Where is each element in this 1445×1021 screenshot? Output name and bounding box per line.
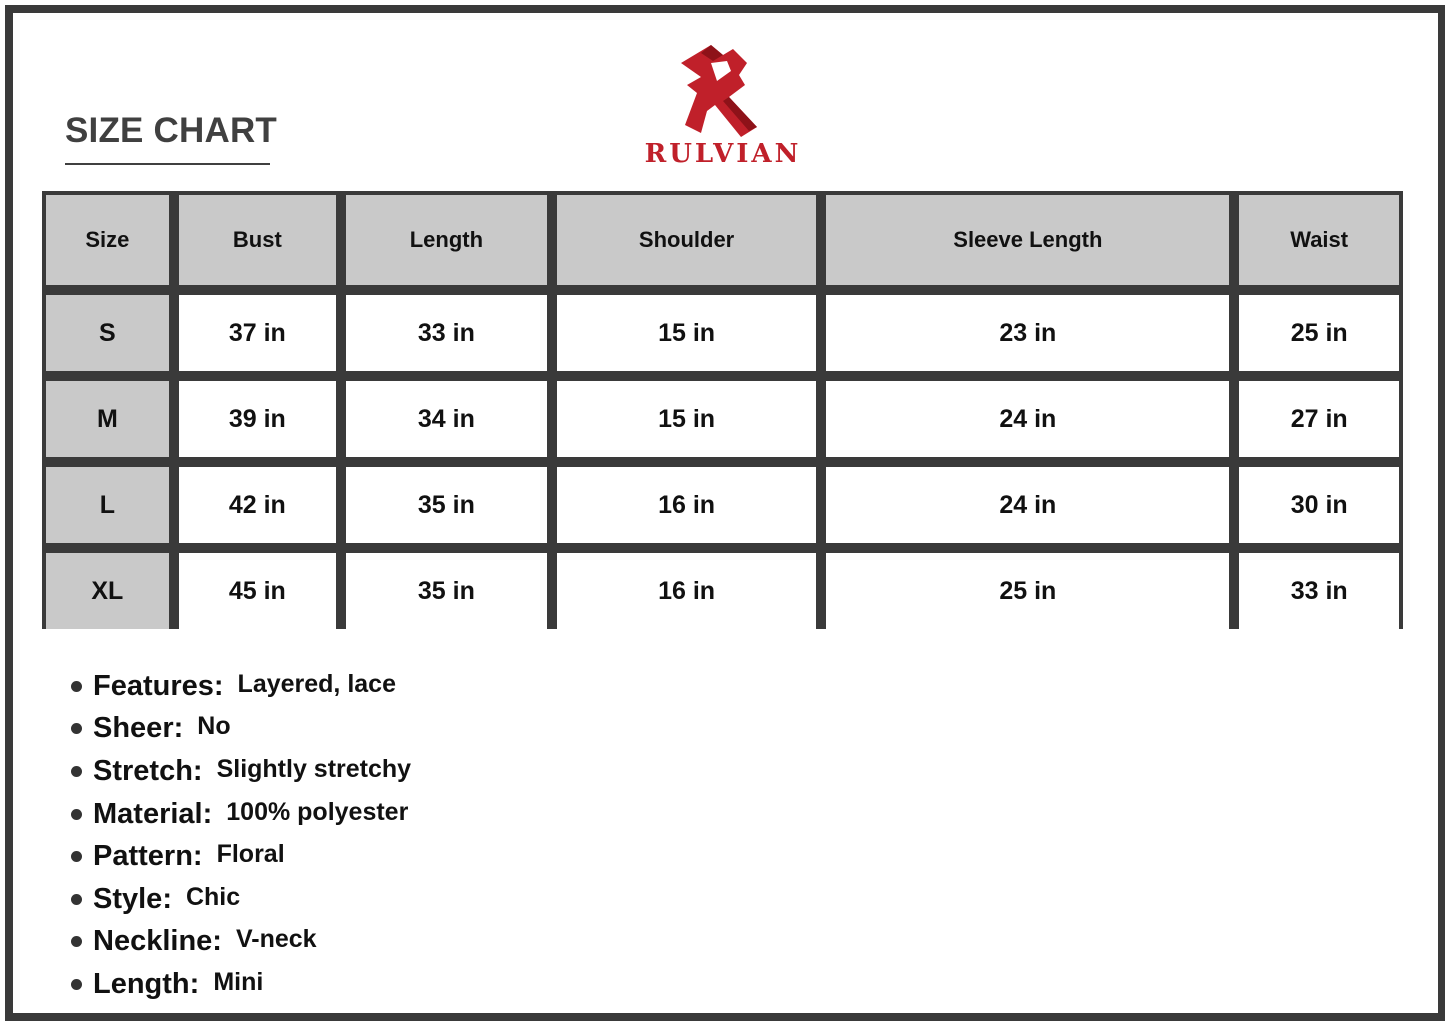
feature-value: Mini [213, 967, 264, 996]
list-item [71, 750, 411, 793]
feature-value: Floral [216, 840, 285, 869]
table-cell: 37 in [179, 295, 336, 371]
table-cell: 45 in [179, 553, 336, 629]
table-row [46, 467, 1399, 543]
feature-label: Pattern: [93, 840, 203, 873]
size-table [36, 185, 1409, 639]
column-header: Length [346, 195, 547, 285]
table-cell: 23 in [826, 295, 1229, 371]
column-header: Shoulder [557, 195, 817, 285]
feature-value: Slightly stretchy [216, 754, 412, 783]
rulvian-r-logo-icon [673, 41, 773, 139]
table-cell: 35 in [346, 467, 547, 543]
table-cell: 35 in [346, 553, 547, 629]
feature-value: Layered, lace [237, 669, 396, 698]
size-label-cell: L [46, 467, 169, 543]
table-cell: 25 in [826, 553, 1229, 629]
list-item [71, 963, 411, 1006]
size-label-cell: M [46, 381, 169, 457]
table-header-row [46, 195, 1399, 285]
bullet-icon [71, 894, 82, 905]
list-item [71, 835, 411, 878]
bullet-icon [71, 851, 82, 862]
feature-label: Length: [93, 967, 200, 1000]
table-cell: 16 in [557, 467, 817, 543]
column-header: Bust [179, 195, 336, 285]
table-cell: 30 in [1239, 467, 1399, 543]
table-cell: 27 in [1239, 381, 1399, 457]
title-underline [65, 163, 270, 165]
size-label-cell: XL [46, 553, 169, 629]
table-cell: 24 in [826, 381, 1229, 457]
list-item [71, 793, 411, 836]
feature-value: Chic [185, 882, 241, 911]
bullet-icon [71, 979, 82, 990]
table-cell: 34 in [346, 381, 547, 457]
column-header: Sleeve Length [826, 195, 1229, 285]
table-cell: 25 in [1239, 295, 1399, 371]
table-row [46, 553, 1399, 629]
bullet-icon [71, 723, 82, 734]
brand-name: RULVIAN [644, 139, 802, 169]
table-cell: 42 in [179, 467, 336, 543]
bullet-icon [71, 681, 82, 692]
page-title: SIZE CHART [65, 111, 277, 150]
table-row [46, 381, 1399, 457]
list-item [71, 878, 411, 921]
size-label-cell: S [46, 295, 169, 371]
size-chart-frame [5, 5, 1445, 1021]
feature-list [71, 665, 411, 1006]
feature-label: Sheer: [93, 712, 184, 745]
column-header: Waist [1239, 195, 1399, 285]
table-cell: 16 in [557, 553, 817, 629]
column-header: Size [46, 195, 169, 285]
feature-label: Style: [93, 882, 172, 915]
table-cell: 15 in [557, 381, 817, 457]
feature-label: Features: [93, 669, 224, 702]
table-cell: 33 in [1239, 553, 1399, 629]
table-cell: 39 in [179, 381, 336, 457]
table-cell: 24 in [826, 467, 1229, 543]
feature-label: Neckline: [93, 925, 222, 958]
list-item [71, 665, 411, 708]
feature-label: Material: [93, 797, 213, 830]
bullet-icon [71, 766, 82, 777]
list-item [71, 921, 411, 964]
feature-value: 100% polyester [226, 797, 409, 826]
table-row [46, 295, 1399, 371]
table-cell: 33 in [346, 295, 547, 371]
feature-value: V-neck [235, 925, 317, 954]
list-item [71, 708, 411, 751]
bullet-icon [71, 809, 82, 820]
feature-label: Stretch: [93, 754, 203, 787]
feature-value: No [197, 712, 231, 741]
table-cell: 15 in [557, 295, 817, 371]
size-table-container [42, 191, 1403, 629]
bullet-icon [71, 936, 82, 947]
brand-logo [633, 41, 813, 181]
